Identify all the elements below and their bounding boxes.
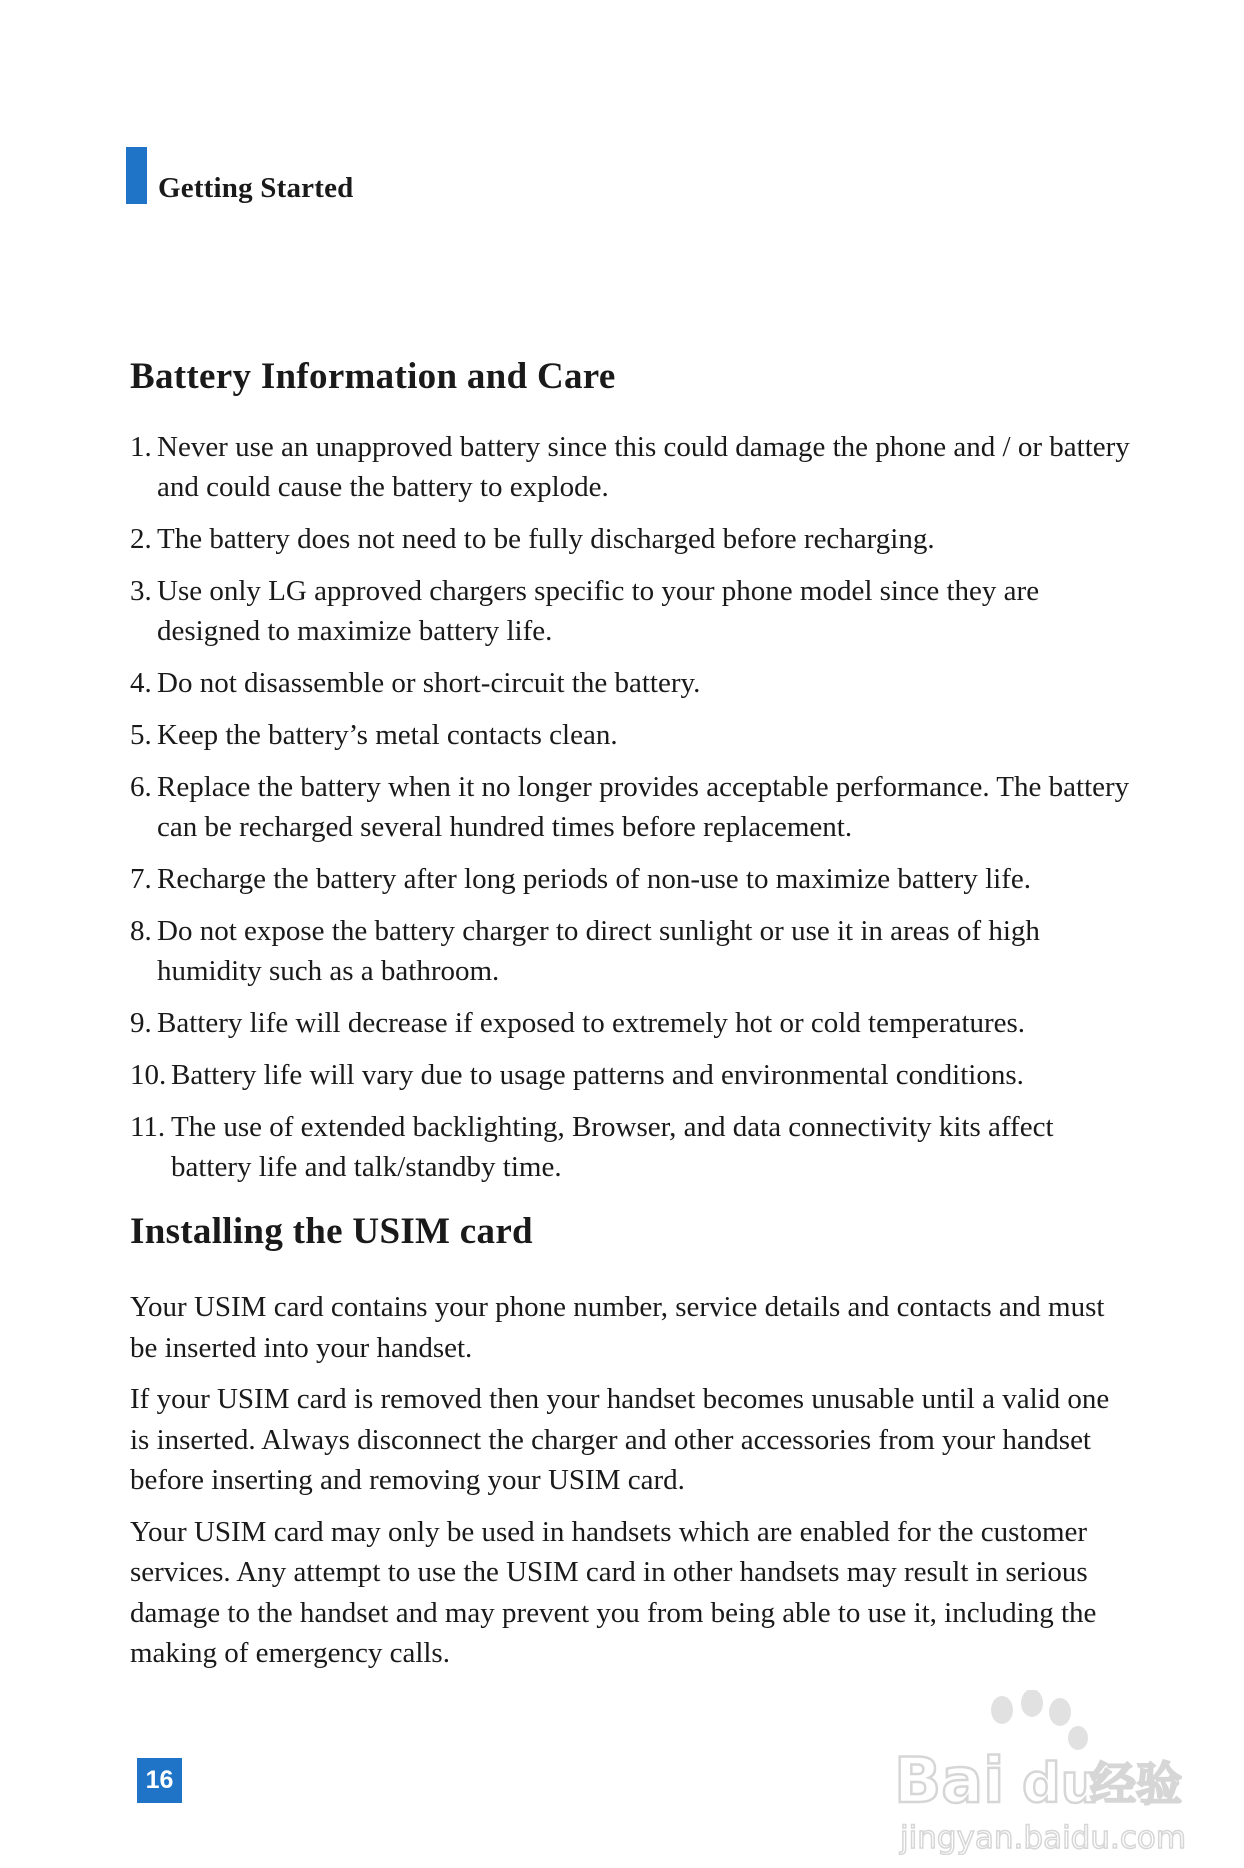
list-item-text: The battery does not need to be fully discharged before recharging. [157,523,935,555]
list-item [130,911,1130,991]
list-item-text: Do not disassemble or short-circuit the battery. [157,667,701,699]
paragraph: Your USIM card contains your phone number, service details and contacts and must be inserted into your handset. [130,1291,1105,1364]
list-item [130,1107,1130,1187]
list-item [130,1003,1130,1043]
battery-care-list [130,427,1130,1199]
chapter-title: Getting Started [158,172,354,204]
baidu-jingyan-watermark [890,1690,1190,1855]
list-item-text: Recharge the battery after long periods of non-use to maximize battery life. [157,863,1031,895]
battery-section-title: Battery Information and Care [130,356,616,397]
list-item-text: Keep the battery’s metal contacts clean. [157,719,618,751]
list-item-number: 4. [130,667,152,699]
list-item-number: 7. [130,863,152,895]
watermark-url: jingyan.baidu.com [900,1820,1187,1855]
usim-section-title: Installing the USIM card [130,1211,533,1252]
list-item-text: The use of extended backlighting, Browser, and data connectivity kits affect battery life and talk/standby time. [171,1111,1054,1183]
usim-section-body [130,1287,1130,1685]
list-item-text: Battery life will vary due to usage patterns and environmental conditions. [171,1059,1024,1091]
watermark-brand-right: du [1022,1752,1100,1815]
list-item [130,1055,1130,1095]
list-item-number: 1. [130,431,152,463]
list-item-number: 5. [130,719,152,751]
list-item-number: 3. [130,575,152,607]
list-item-text: Battery life will decrease if exposed to extremely hot or cold temperatures. [157,1007,1026,1039]
watermark-brand-cjk: 经验 [1090,1757,1182,1811]
list-item [130,571,1130,651]
paw-icon [991,1690,1088,1750]
list-item-text: Do not expose the battery charger to direct sunlight or use it in areas of high humidity such as a bathroom. [157,915,1040,987]
paragraph: Your USIM card may only be used in handsets which are enabled for the customer services. Any attempt to use the USIM card in other handsets may result in serious damage to the handset and may prevent you from being able to use it, including the making of emergency calls. [130,1515,1097,1669]
list-item-number: 9. [130,1007,152,1039]
list-item-text: Never use an unapproved battery since this could damage the phone and / or battery and could cause the battery to explode. [157,431,1130,503]
list-item-number: 6. [130,771,152,803]
section-marker-bar [126,147,147,204]
list-item-number: 8. [130,915,152,947]
list-item [130,859,1130,899]
list-item-number: 11. [130,1111,166,1143]
list-item [130,767,1130,847]
list-item [130,427,1130,507]
page-number: 16 [137,1758,182,1803]
list-item [130,715,1130,755]
list-item [130,663,1130,703]
list-item-text: Use only LG approved chargers specific to your phone model since they are designed to maximize battery life. [157,575,1040,647]
list-item-text: Replace the battery when it no longer provides acceptable performance. The battery can be recharged several hundred times before replacement. [157,771,1130,843]
list-item [130,519,1130,559]
list-item-number: 2. [130,523,152,555]
paragraph: If your USIM card is removed then your handset becomes unusable until a valid one is inserted. Always disconnect the charger and other accessories from your handset before inserting and removing your USIM card. [130,1383,1110,1496]
watermark-brand-left: Bai [894,1744,1005,1817]
list-item-number: 10. [130,1059,167,1091]
